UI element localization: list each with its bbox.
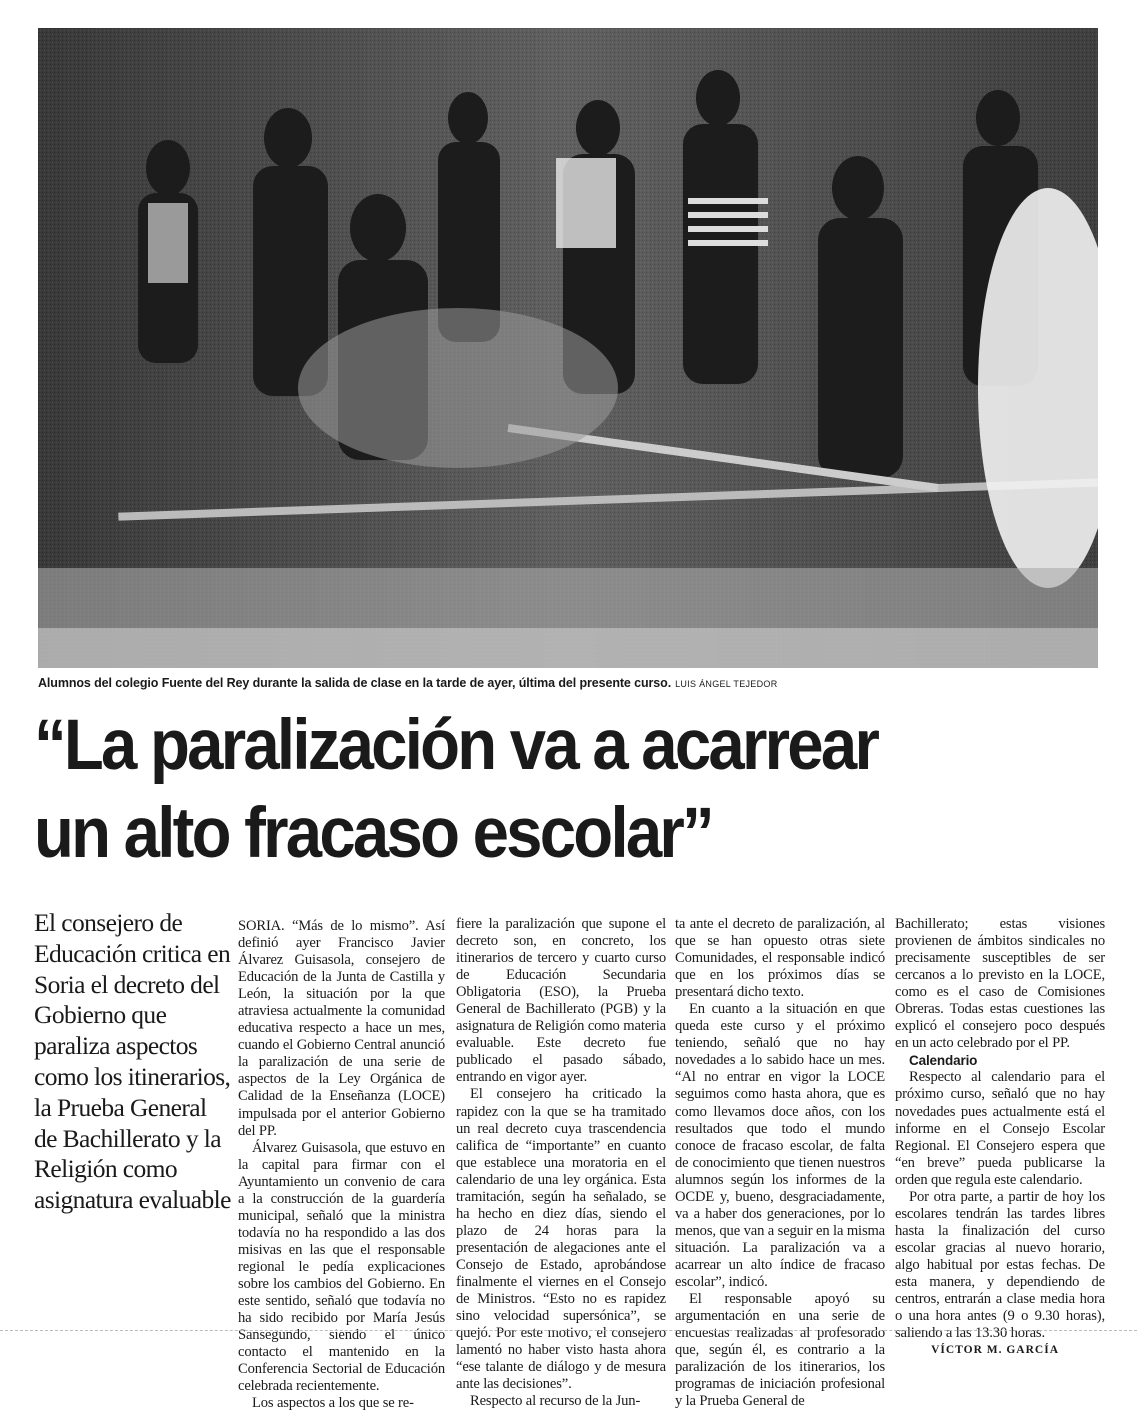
paragraph-7-start: El responsable apoyó su argumentación en una serie de encuestas realizadas al profesorado que, según él, es contrario a la paralización de los itinerarios, los programas de iniciación profesional y la Prueba General de — [675, 1291, 885, 1410]
paragraph-4: El consejero ha criticado la rapidez con la que se ha tramitado un real decreto cuya trascendencia califica de “importante” en cuanto que establece una moratoria en el calendario de una ley orgánica. Esta tramitación, según ha señalado, se ha hecho en diez días, siendo el plazo de 24 horas para la presentación de alegaciones ante el Consejo de Estado, aprobándose finalmente el viernes en el Consejo de Ministros. “Esto no es rapidez sino velocidad supersónica”, se quejó. Por este motivo, el consejero lamentó no haber visto hasta ahora “ese talante de diálogo y de mesura ante las decisiones”. — [456, 1086, 666, 1393]
article-column-4 — [895, 916, 1105, 1359]
paragraph-9: Por otra parte, a partir de hoy los escolares tendrán las tardes libres hasta la finalización del curso escolar gracias al nuevo horario, algo habitual por estas fechas. De esta manera, y dependiendo de centros, entrarán a clase media hora o una hora antes (9 o 9.30 horas), saliendo a las 13.30 horas. — [895, 1188, 1105, 1342]
paragraph-7-cont: Bachillerato; estas visiones provienen de ámbitos sindicales no precisamente susceptibles de ser cercanos a lo previsto en la LOCE, como es el caso de Comisiones Obreras. Todas estas cuestiones las explicó el consejero poco después en un acto celebrado por el PP. — [895, 916, 1105, 1052]
paragraph-5-start: Respecto al recurso de la Jun- — [470, 1393, 641, 1410]
paragraph-3-start: Los aspectos a los que se re- — [252, 1395, 414, 1412]
article-column-1 — [238, 918, 445, 1412]
headline-line-2: un alto fracaso escolar” — [34, 794, 712, 873]
headline — [34, 702, 1028, 878]
caption-text: Alumnos del colegio Fuente del Rey durante la salida de clase en la tarde de ayer, última del presente curso. — [38, 676, 672, 690]
byline: VÍCTOR M. GARCÍA — [931, 1344, 1059, 1357]
photo-credit: LUIS ÁNGEL TEJEDOR — [675, 679, 778, 689]
lead-summary: El consejero de Educación critica en Soria el decreto del Gobierno que paraliza aspectos como los itinerarios, la Prueba General de Bachillerato y la Religión como asignatura evaluable — [34, 908, 231, 1215]
news-photo — [38, 28, 1098, 668]
scan-artifact-line — [0, 1330, 1137, 1332]
paragraph-5-cont: ta ante el decreto de paralización, al que se han opuesto otras siete Comunidades, el responsable indicó que en los próximos días se presentará dicho texto. — [675, 916, 885, 1001]
photo-illustration — [38, 28, 1098, 668]
article-column-3 — [675, 916, 885, 1410]
paragraph-6: En cuanto a la situación en que queda este curso y el próximo teniendo, señaló que no hay novedades a lo sabido hace un mes. “Al no entrar en vigor la LOCE seguimos como hasta ahora, que es como llevamos doce años, con los resultados que todo el mundo conoce de fracaso escolar, de falta de conocimiento que tienen nuestros alumnos según los informes de la OCDE y, bueno, desgraciadamente, va a haber dos generaciones, por lo menos, que van a seguir en la misma situación. La paralización va a acarrear un alto índice de fracaso escolar”, indicó. — [675, 1001, 885, 1290]
article-column-2 — [456, 916, 666, 1410]
photo-caption — [38, 676, 1108, 690]
paragraph-8: Respecto al calendario para el próximo curso, señaló que no hay novedades pues actualmente está el informe en el Consejo Escolar Regional. El Consejero espera que “en breve” pueda publicarse la orden que regula este calendario. — [895, 1069, 1105, 1188]
paragraph-3-cont: fiere la paralización que supone el decreto son, en concreto, los itinerarios de tercero y cuarto curso de Educación Secundaria Obligatoria (ESO), la Prueba General de Bachillerato (PGB) y la asignatura de Religión como materia evaluable. Este decreto fue publicado el pasado sábado, entrando en vigor ayer. — [456, 916, 666, 1086]
paragraph-2: Álvarez Guisasola, que estuvo en la capital para firmar con el Ayuntamiento un convenio de cara a la construcción de la guardería municipal, señaló que la ministra todavía no ha respondido a las dos misivas en las que el responsable regional le pedía explicaciones sobre los cambios del Gobierno. En este sentido, señaló que todavía no ha sido recibido por María Jesús Sansegundo, siendo el único contacto el mantenido en la Conferencia Sectorial de Educación celebrada recientemente. — [238, 1139, 445, 1395]
paragraph-1: SORIA. “Más de lo mismo”. Así definió ayer Francisco Javier Álvarez Guisasola, consejero de Educación de la Junta de Castilla y León, la situación por la que atraviesa actualmente la comunidad educativa respecto a hace un mes, cuando el Gobierno Central anunció la paralización de una serie de aspectos de la Ley Orgánica de Calidad de la Enseñanza (LOCE) impulsada por el anterior Gobierno del PP. — [238, 918, 445, 1139]
subheading-calendario: Calendario — [909, 1053, 978, 1069]
headline-line-1: “La paralización va a acarrear — [34, 706, 878, 785]
